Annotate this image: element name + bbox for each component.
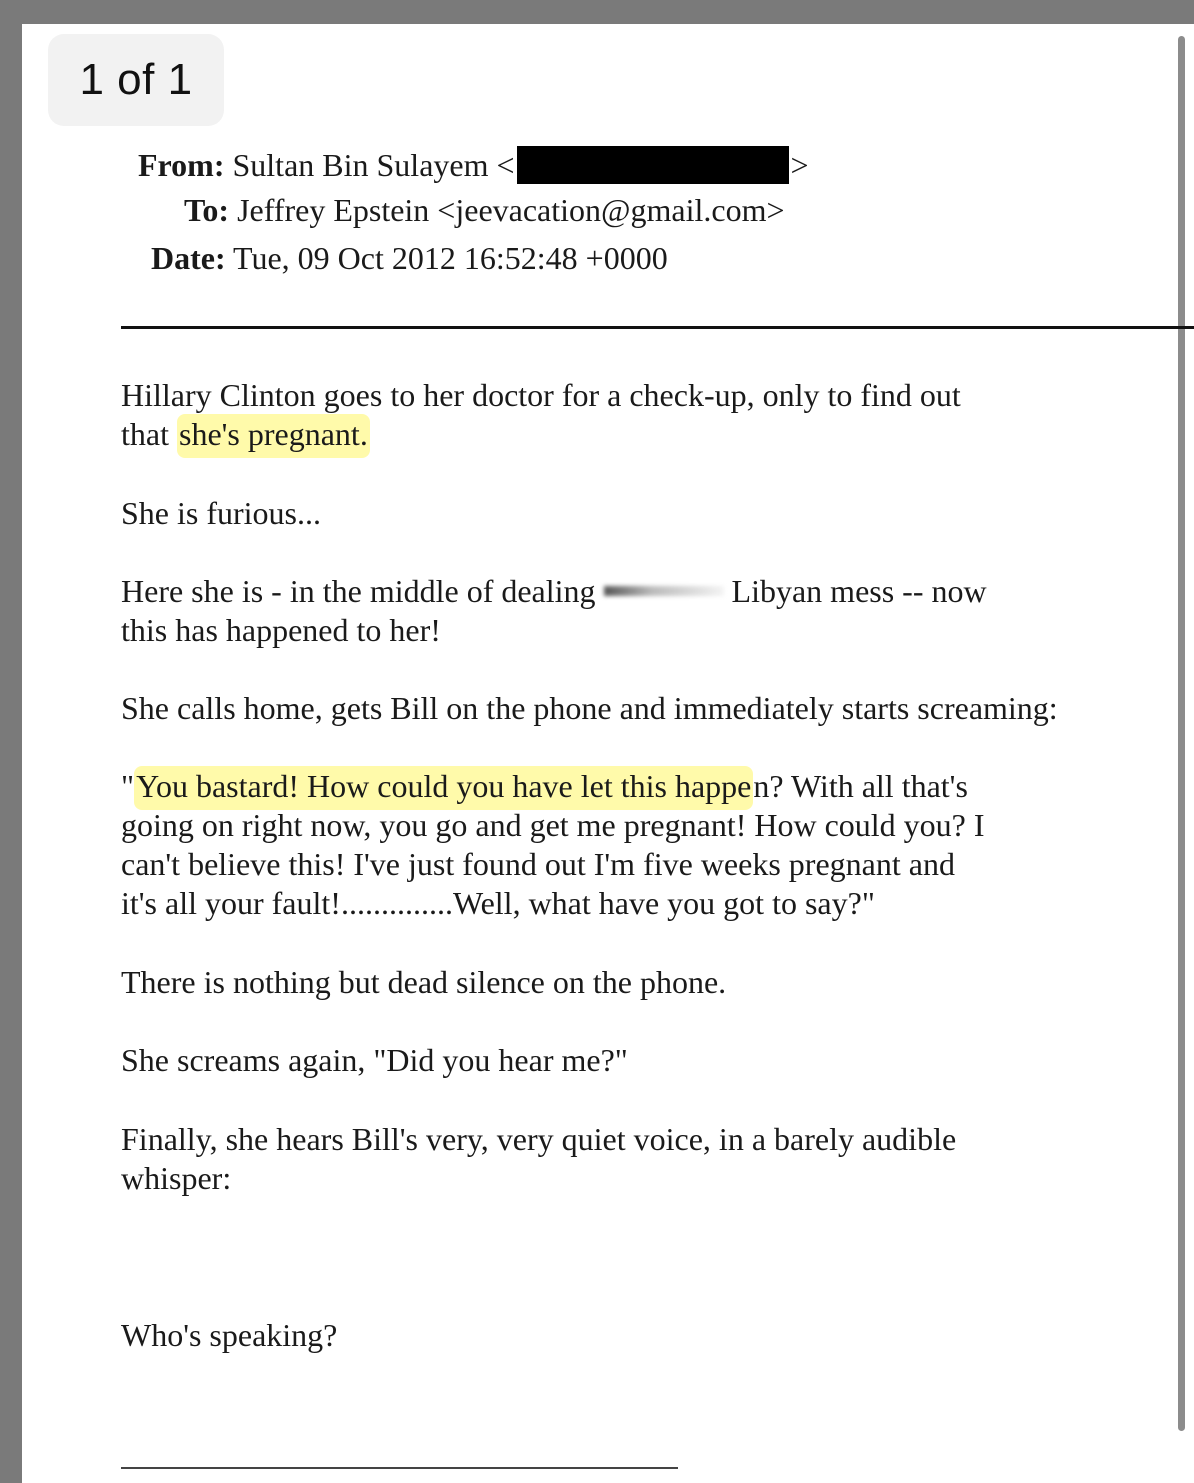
to-row: [184, 194, 785, 226]
paragraph-9: [121, 1316, 337, 1355]
p7-text: She screams again, "Did you hear me?": [121, 1042, 628, 1078]
p5-line2: going on right now, you go and get me pregnant! How could you? I: [121, 807, 985, 843]
page-counter-badge: [48, 34, 224, 126]
p8-line2: whisper:: [121, 1160, 232, 1196]
signature-line: [121, 1467, 678, 1469]
date-label: Date:: [151, 240, 226, 276]
from-close: >: [790, 147, 809, 183]
p3-line2: this has happened to her!: [121, 612, 441, 648]
paragraph-4: [121, 689, 1058, 728]
date-value: Tue, 09 Oct 2012 16:52:48 +0000: [233, 240, 668, 276]
highlighted-text: You bastard! How could you have let this happe: [134, 766, 753, 810]
paragraph-1: [121, 376, 961, 454]
p5-quote: ": [121, 768, 135, 804]
to-value: Jeffrey Epstein <jeevacation@gmail.com>: [237, 192, 785, 228]
paragraph-7: [121, 1041, 628, 1080]
redaction-box: [517, 146, 789, 184]
paragraph-3: [121, 572, 987, 650]
page-counter-text: 1 of 1: [79, 55, 193, 104]
paragraph-5: [121, 767, 985, 923]
p1-line2-pre: that: [121, 416, 177, 452]
p8-line1: Finally, she hears Bill's very, very quiet voice, in a barely audible: [121, 1121, 957, 1157]
p3-line1-post: Libyan mess -- now: [731, 573, 987, 609]
blurred-text: [604, 586, 724, 596]
p5-line1-post: n? With all that's: [753, 768, 968, 804]
to-label: To:: [184, 192, 230, 228]
p5-line4: it's all your fault!..............Well, what have you got to say?": [121, 885, 875, 921]
p9-text: Who's speaking?: [121, 1317, 338, 1353]
from-row: [138, 146, 809, 184]
paragraph-8: [121, 1120, 956, 1198]
p4-text: She calls home, gets Bill on the phone and immediately starts screaming:: [121, 690, 1058, 726]
vertical-scrollbar[interactable]: [1178, 36, 1185, 1431]
from-label: From:: [138, 147, 225, 183]
paragraph-6: [121, 963, 726, 1002]
p6-text: There is nothing but dead silence on the phone.: [121, 964, 727, 1000]
p5-line3: can't believe this! I've just found out I'm five weeks pregnant and: [121, 846, 955, 882]
p2-text: She is furious...: [121, 495, 321, 531]
paragraph-2: [121, 494, 321, 533]
p3-line1-pre: Here she is - in the middle of dealing: [121, 573, 604, 609]
date-row: [151, 242, 668, 274]
p1-line1: Hillary Clinton goes to her doctor for a check-up, only to find out: [121, 377, 961, 413]
highlighted-text: she's pregnant.: [177, 414, 370, 458]
header-divider: [121, 326, 1194, 329]
from-name: Sultan Bin Sulayem <: [232, 147, 515, 183]
